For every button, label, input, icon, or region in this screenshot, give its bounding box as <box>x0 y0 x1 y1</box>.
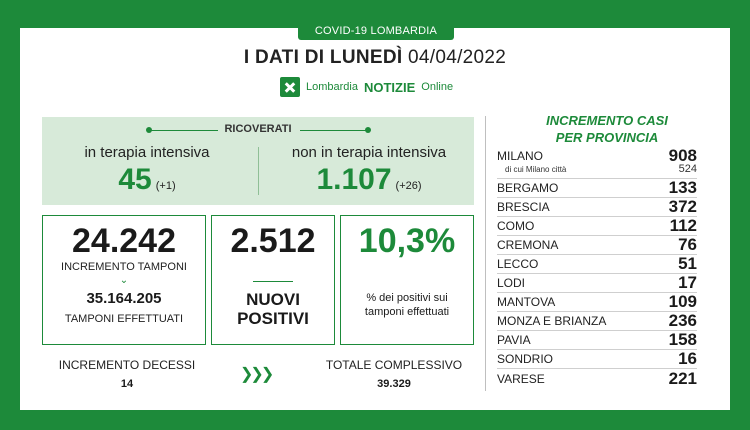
intensive-care-stat <box>42 144 252 197</box>
province-name: LECCO <box>497 257 539 271</box>
percentuale-label-line1: % dei positivi sui <box>366 292 448 304</box>
milano-city-label: di cui Milano città <box>505 165 567 174</box>
province-name: BERGAMO <box>497 181 559 195</box>
tamponi-box <box>42 215 206 345</box>
decessi-increment-value: 14 <box>120 378 134 390</box>
percentuale-box <box>340 215 474 345</box>
page-title <box>0 47 750 69</box>
province-title-line2: PER PROVINCIA <box>555 130 659 145</box>
decessi-total-label: TOTALE COMPLESSIVO <box>325 358 463 372</box>
province-name: LODI <box>497 276 526 290</box>
tamponi-total: 35.164.205 <box>86 290 162 307</box>
province-value: 16 <box>678 349 697 368</box>
non-intensive-value-row <box>264 163 474 197</box>
province-row <box>497 369 697 388</box>
decessi-increment <box>42 358 212 390</box>
province-name: COMO <box>497 219 535 233</box>
province-value: 112 <box>669 216 697 235</box>
header-tab: COVID-19 LOMBARDIA <box>298 23 454 40</box>
province-row <box>497 293 697 312</box>
province-row-milano <box>497 146 697 179</box>
province-value: 158 <box>668 330 697 349</box>
divider <box>253 281 293 282</box>
province-value: 372 <box>668 197 697 216</box>
province-name: MONZA E BRIANZA <box>497 314 607 328</box>
tamponi-increment-label: INCREMENTO TAMPONI <box>61 261 187 273</box>
province-row <box>497 350 697 369</box>
province-row <box>497 179 697 198</box>
positivi-label-line1: NUOVI <box>246 290 300 309</box>
positivi-value: 2.512 <box>230 222 316 260</box>
dot-icon <box>365 127 371 133</box>
province-row <box>497 255 697 274</box>
province-name: SONDRIO <box>497 352 554 366</box>
intensive-label: in terapia intensiva <box>84 144 210 161</box>
brand-part2: NOTIZIE <box>363 79 416 95</box>
province-value: 109 <box>668 292 697 311</box>
title-prefix: I DATI DI LUNEDÌ <box>243 47 403 68</box>
chevron-down-icon: ⌄ <box>119 275 129 286</box>
province-value: 51 <box>678 254 697 273</box>
province-name: MILANO <box>497 149 544 163</box>
positivi-label-line2: POSITIVI <box>237 309 309 328</box>
tamponi-total-label: TAMPONI EFFETTUATI <box>64 313 184 325</box>
title-date: 04/04/2022 <box>408 47 507 68</box>
divider <box>300 130 368 131</box>
lombardia-cross-icon <box>280 77 300 97</box>
decessi-total <box>314 358 474 390</box>
ricoverati-panel <box>42 117 474 205</box>
province-row <box>497 331 697 350</box>
intensive-delta: (+1) <box>155 180 176 192</box>
province-value: 17 <box>678 273 697 292</box>
province-value: 908 <box>668 146 697 165</box>
province-value: 76 <box>678 235 697 254</box>
intensive-value: 45 <box>118 163 152 196</box>
percentuale-label-line2: tamponi effettuati <box>364 306 450 318</box>
non-intensive-value: 1.107 <box>316 163 392 196</box>
divider <box>258 147 259 195</box>
non-intensive-delta: (+26) <box>395 180 422 192</box>
province-row <box>497 217 697 236</box>
chevrons-right-icon: ❯❯❯ <box>240 366 272 383</box>
milano-city-value: 524 <box>678 163 697 175</box>
decessi-total-value: 39.329 <box>377 378 411 390</box>
ricoverati-title: RICOVERATI <box>224 123 292 135</box>
brand-logo-block <box>280 76 453 98</box>
province-row <box>497 198 697 217</box>
non-intensive-stat <box>264 144 474 197</box>
province-name: VARESE <box>497 372 545 386</box>
province-name: PAVIA <box>497 333 531 347</box>
province-row <box>497 312 697 331</box>
tamponi-increment: 24.242 <box>72 222 176 260</box>
positivi-box <box>211 215 335 345</box>
province-title-line1: INCREMENTO CASI <box>546 113 668 128</box>
province-row <box>497 236 697 255</box>
intensive-value-row <box>42 163 252 197</box>
brand-part1: Lombardia <box>306 81 358 93</box>
decessi-increment-label: INCREMENTO DECESSI <box>58 358 196 372</box>
province-name: MANTOVA <box>497 295 556 309</box>
non-intensive-label: non in terapia intensiva <box>291 144 447 161</box>
province-list <box>497 146 697 388</box>
province-value: 236 <box>668 311 697 330</box>
province-value: 133 <box>668 178 697 197</box>
divider <box>485 116 486 391</box>
percentuale-value: 10,3% <box>358 222 456 260</box>
province-title <box>497 112 717 146</box>
decessi-row <box>42 352 474 396</box>
province-name: BRESCIA <box>497 200 550 214</box>
province-name: CREMONA <box>497 238 559 252</box>
province-value: 221 <box>668 369 697 388</box>
brand-part3: Online <box>421 81 454 93</box>
province-row <box>497 274 697 293</box>
